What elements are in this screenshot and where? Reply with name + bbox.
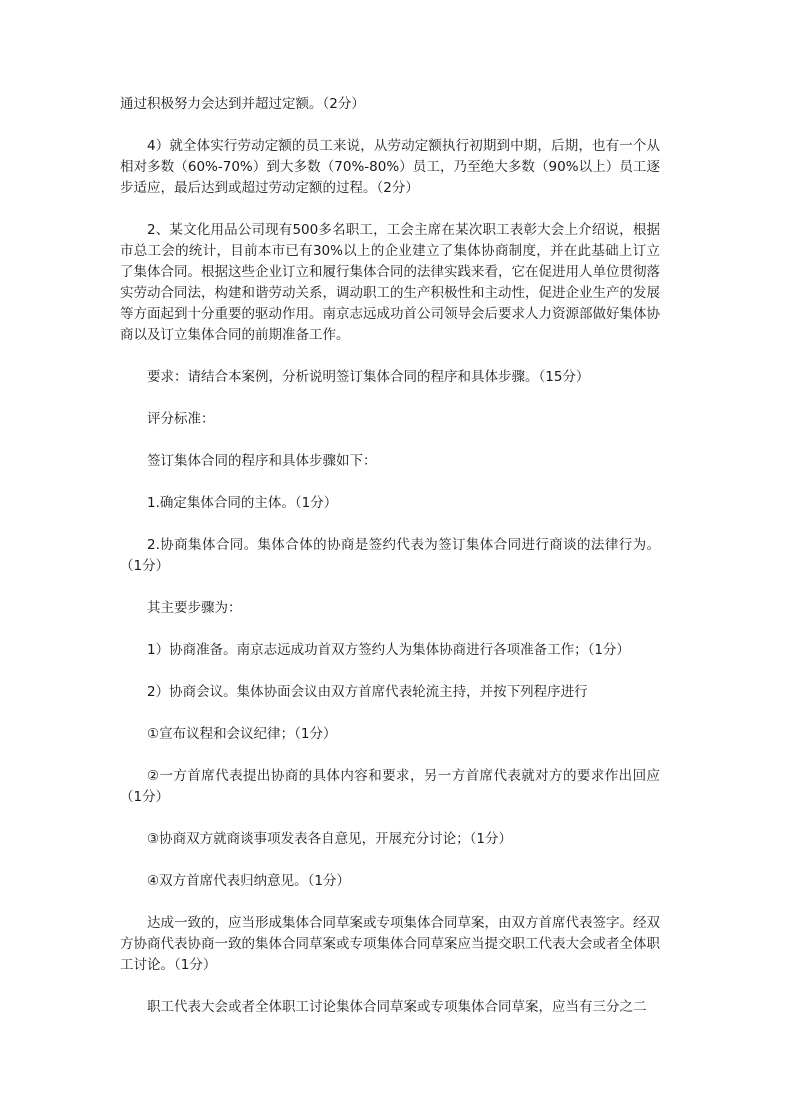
paragraph-step-2: 2.协商集体合同。集体合体的协商是签约代表为签订集体合同进行商谈的法律行为。（1分） [120, 537, 660, 574]
paragraph-agreement: 达成一致的，应当形成集体合同草案或专项集体合同草案，由双方首席代表签字。经双方协商代表协商一致的集体合同草案或专项集体合同草案应当提交职工代表大会或者全体职工讨论。（1分） [120, 915, 660, 973]
paragraph-requirement: 要求：请结合本案例，分析说明签订集体合同的程序和具体步骤。（15分） [147, 369, 590, 385]
paragraph-discussion: 职工代表大会或者全体职工讨论集体合同草案或专项集体合同草案，应当有三分之二 [147, 999, 647, 1015]
paragraph-item-4: ④双方首席代表归纳意见。（1分） [147, 873, 350, 889]
paragraph-substep-2: 2）协商会议。集体协面会议由双方首席代表轮流主持，并按下列程序进行 [147, 684, 588, 700]
paragraph-quota-adaptation: 4）就全体实行劳动定额的员工来说，从劳动定额执行初期到中期，后期，也有一个从相对多数（60%-70%）到大多数（70%-80%）员工，乃至绝大多数（90%以上）员工逐步适应，最后达到或超过劳动定额的过程。（2分） [120, 138, 660, 196]
paragraph-step-1: 1.确定集体合同的主体。（1分） [147, 495, 338, 511]
paragraph-main-steps: 其主要步骤为： [147, 600, 242, 616]
paragraph-substep-1: 1）协商准备。南京志远成功首双方签约人为集体协商进行各项准备工作；（1分） [147, 642, 630, 658]
paragraph-item-1: ①宣布议程和会议纪律；（1分） [147, 726, 337, 742]
paragraph-item-3: ③协商双方就商谈事项发表各自意见，开展充分讨论；（1分） [147, 831, 512, 847]
paragraph-scoring-heading: 评分标准： [147, 411, 215, 427]
paragraph-item-2: ②一方首席代表提出协商的具体内容和要求，另一方首席代表就对方的要求作出回应（1分） [120, 768, 660, 805]
paragraph-case-2: 2、某文化用品公司现有500多名职工，工会主席在某次职工表彰大会上介绍说，根据市总工会的统计，目前本市已有30%以上的企业建立了集体协商制度，并在此基础上订立了集体合同。根据这些企业订立和履行集体合同的法律实践来看，它在促进用人单位贯彻落实劳动合同法，构建和谐劳动关系，调动职工的生产积极性和主动性，促进企业生产的发展等方面起到十分重要的驱动作用。南京志远成功首公司领导会后要求人力资源部做好集体协商以及订立集体合同的前期准备工作。 [120, 222, 660, 343]
paragraph-quota-end: 通过积极努力会达到并超过定额。（2分） [120, 96, 365, 112]
document-body [120, 94, 660, 1039]
paragraph-procedure-intro: 签订集体合同的程序和具体步骤如下： [147, 453, 377, 469]
